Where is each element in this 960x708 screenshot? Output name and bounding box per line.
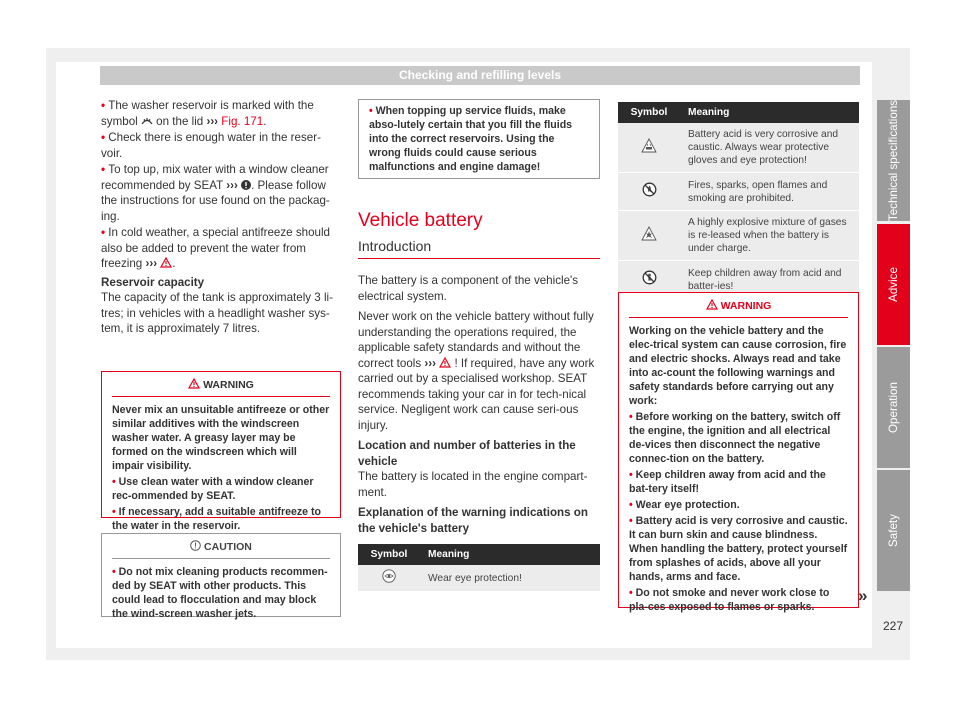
table-row xyxy=(358,565,600,592)
list-item: • To top up, mix water with a window cleaner recommended by SEAT ››› . Please follow the instructions for use found on the packag-ing. xyxy=(101,163,330,223)
tab-technical-specifications[interactable]: Technical specifications xyxy=(877,100,910,221)
meaning-cell: Battery acid is very corrosive and caustic. Always wear protective gloves and eye protection! xyxy=(680,123,859,173)
column-header-meaning: Meaning xyxy=(680,102,859,123)
tab-operation[interactable]: Operation xyxy=(877,347,910,468)
column-header-symbol: Symbol xyxy=(358,544,420,565)
warning-triangle-icon xyxy=(706,299,718,310)
paragraph: The battery is a component of the vehicle's electrical system. xyxy=(358,274,579,303)
list-item: • Use clean water with a window cleaner rec-ommended by SEAT. xyxy=(112,476,314,502)
warning-header: WARNING xyxy=(629,293,848,318)
eye-protection-icon xyxy=(382,569,396,583)
section-title: Vehicle battery xyxy=(358,210,483,231)
page-number: 227 xyxy=(882,619,904,633)
page-header-title: Checking and refilling levels xyxy=(398,68,562,82)
location-text: The battery is located in the engine compart-ment. xyxy=(358,470,588,499)
meaning-cell: A highly explosive mixture of gases is re-leased when the battery is under charge. xyxy=(680,211,859,261)
meaning-cell: Fires, sparks, open flames and smoking are prohibited. xyxy=(680,173,859,211)
figure-link[interactable]: Fig. 171 xyxy=(221,114,264,128)
table-row xyxy=(618,123,859,173)
washer-symbol-icon xyxy=(141,116,153,126)
column-3 xyxy=(618,102,859,299)
column-header-meaning: Meaning xyxy=(420,544,600,565)
list-item: • Wear eye protection. xyxy=(629,499,740,511)
explanation-heading: Explanation of the warning indications on the vehicle's battery xyxy=(358,506,588,535)
tab-safety[interactable]: Safety xyxy=(877,470,910,591)
caution-box xyxy=(101,533,341,620)
info-circle-icon[interactable] xyxy=(241,180,251,190)
list-item: • Battery acid is very corrosive and caustic. It can burn skin and cause blindness. When handling the battery, protect yourself from splashes of acids, above all your hands, arms and face. xyxy=(629,515,848,583)
list-item: • Before working on the battery, switch off the engine, the ignition and all electrical de-vices then disconnect the negative connec-tion on the battery. xyxy=(629,411,841,465)
table-header-row xyxy=(618,102,859,123)
symbols-table xyxy=(618,102,859,299)
paragraph: Never work on the vehicle battery without fully understanding the operations required, the applicable safety standards and without the correct tools ››› ! If required, have any work carried out by a specialised workshop. SEAT recommends taking your car in for tech-nical service. Negligent work can cause seri-ous injury. xyxy=(358,310,595,432)
column-2 xyxy=(358,210,600,592)
list-item: • Do not smoke and never work close to pla-ces exposed to flames or sparks. xyxy=(629,587,830,613)
page-header-bar xyxy=(100,66,860,85)
meaning-cell: Wear eye protection! xyxy=(420,565,600,592)
warning-triangle-icon xyxy=(188,378,200,389)
reservoir-text: The capacity of the tank is approximately 3 li-tres; in vehicles with a headlight washer sys-tem, it is approximately 7 litres. xyxy=(101,291,333,335)
list-item: • In cold weather, a special antifreeze should also be added to prevent the water from freezing ››› . xyxy=(101,226,330,270)
explosive-gas-icon xyxy=(641,226,657,241)
list-item: • When topping up service fluids, make abso-lutely certain that you fill the fluids into the correct reservoirs. Using the wrong fluids could cause serious malfunctions and engine damage! xyxy=(369,105,573,173)
list-item: • If necessary, add a suitable antifreeze to the water in the reservoir. xyxy=(112,506,321,532)
section-subtitle: Introduction xyxy=(358,239,600,260)
caution-header: CAUTION xyxy=(112,534,330,559)
battery-warning-box: WARNING Working on the vehicle battery and the elec-trical system can cause corrosion, fire and electric shocks. Always read and take into ac-count the following warnings and safety standards before carrying out any work: • Before working on the battery, switch off the engine, the ignition and all electrical de-vices then disconnect the negative connec-tion on the battery. • Keep children away from acid and the bat-tery itself! • Wear eye protection. • Battery acid is very corrosive and caustic. It can burn skin and cause blindness. When handling the battery, protect yourself from splashes of acids, above all your hands, arms and face. • Do not smoke and never work close to pla-ces exposed to flames or sparks. xyxy=(618,292,859,608)
warning-box: WARNING Never mix an unsuitable antifreeze or other similar additives with the windscreen washer water. A greasy layer may be formed on the windscreen which will impair visibility. • Use clean water with a window cleaner rec-ommended by SEAT. • If necessary, add a suitable antifreeze to the water in the reservoir. xyxy=(101,371,341,518)
location-heading: Location and number of batteries in the vehicle xyxy=(358,439,576,468)
table-header-row xyxy=(358,544,600,565)
reservoir-heading: Reservoir capacity xyxy=(101,275,205,289)
meaning-cell: Keep children away from acid and batter-ies! xyxy=(680,261,859,299)
no-fire-icon xyxy=(642,182,657,197)
column-header-symbol: Symbol xyxy=(618,102,680,123)
warning-triangle-icon[interactable] xyxy=(160,257,172,268)
table-row xyxy=(618,173,859,211)
fluids-notice-box xyxy=(358,99,600,179)
symbols-table xyxy=(358,544,600,592)
tab-advice[interactable]: Advice xyxy=(877,224,910,345)
continue-mark: » xyxy=(858,586,868,605)
table-row xyxy=(618,211,859,261)
list-item: • The washer reservoir is marked with the symbol on the lid ››› Fig. 171. xyxy=(101,99,314,128)
keep-children-away-icon xyxy=(642,270,657,285)
list-item: • Check there is enough water in the reser-voir. xyxy=(101,131,321,160)
info-circle-icon xyxy=(190,540,201,551)
corrosive-acid-icon xyxy=(641,138,657,153)
list-item: • Keep children away from acid and the bat-tery itself! xyxy=(629,469,826,495)
warning-header: WARNING xyxy=(112,372,330,397)
column-1 xyxy=(101,98,341,338)
warning-triangle-icon[interactable] xyxy=(439,357,451,368)
list-item: • Do not mix cleaning products recommen-ded by SEAT with other products. This could lead to flocculation and may block the wind-screen washer jets. xyxy=(112,566,328,620)
